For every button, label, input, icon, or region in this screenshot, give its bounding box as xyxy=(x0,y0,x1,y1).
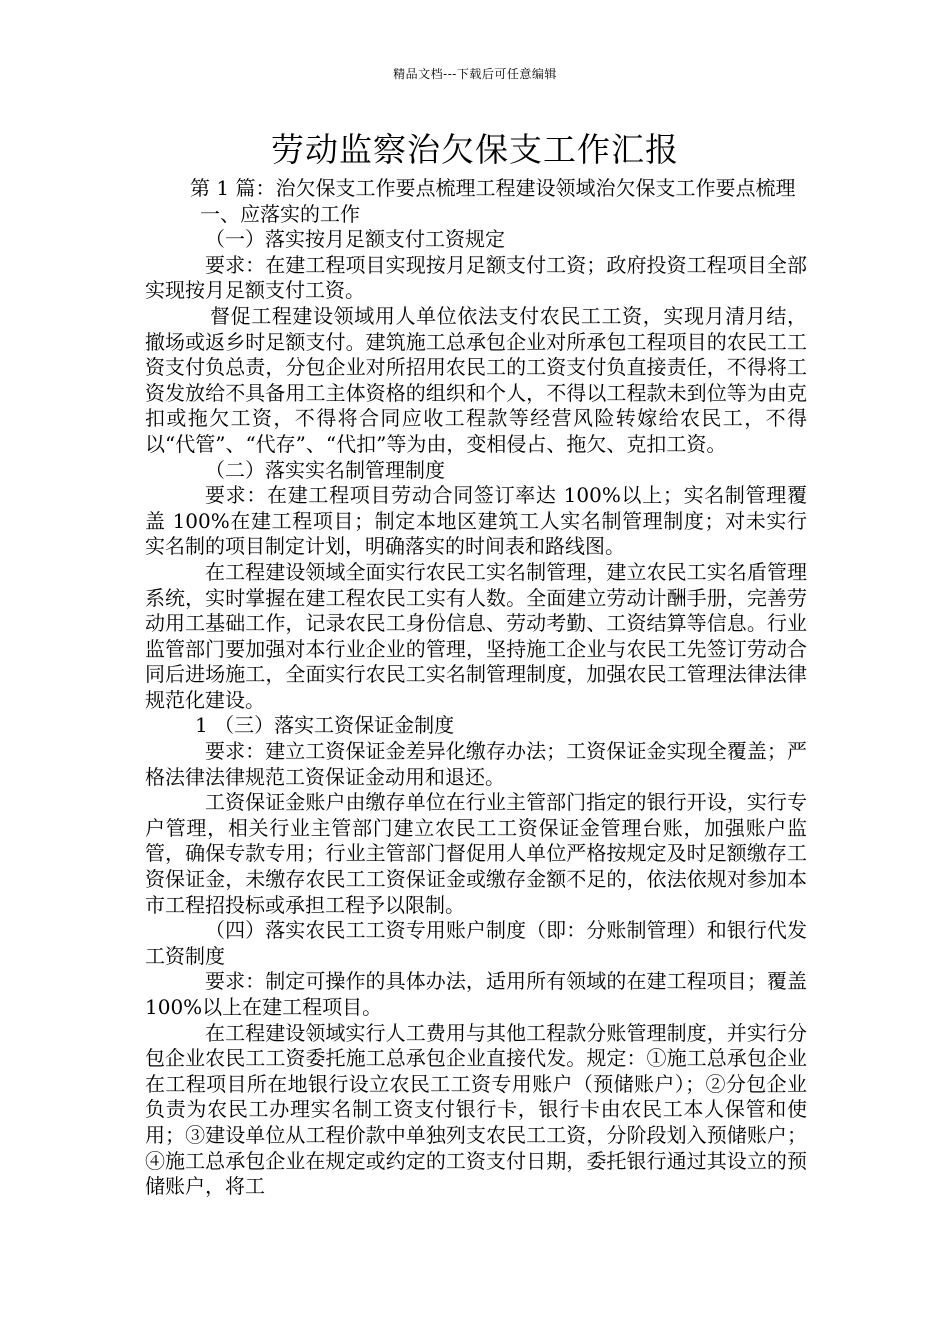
paragraph-body: 工资保证金账户由缴存单位在行业主管部门指定的银行开设，实行专户管理，相关行业主管部门建立农民工工资保证金管理台账，加强账户监管，确保专款专用；行业主管部门督促用人单位严格按规定及时足额缴存工资保证金，未缴存农民工工资保证金或缴存金额不足的，依法依规对参加本市工程招投标或承担工程予以限制。 xyxy=(145,790,807,917)
paragraph-subsection-heading: （二）落实实名制管理制度 xyxy=(205,457,445,482)
paragraph-requirement: 要求：制定可操作的具体办法，适用所有领域的在建工程项目；覆盖 100%以上在建工程项目。 xyxy=(145,969,807,1019)
paragraph-requirement: 要求：在建工程项目劳动合同签订率达 100%以上；实名制管理覆盖 100%在建工程项目；制定本地区建筑工人实名制管理制度；对未实行实名制的项目制定计划，明确落实的时间表和路线图。 xyxy=(145,483,807,559)
paragraph-body: 督促工程建设领域用人单位依法支付农民工工资，实现月清月结，撤场或返乡时足额支付。建筑施工总承包企业对所承包工程项目的农民工工资支付负总责，分包企业对所招用农民工的工资支付负直接责任，不得将工资发放给不具备用工主体资格的组织和个人，不得以工程款未到位等为由克扣或拖欠工资，不得将合同应收工程款等经营风险转嫁给农民工，不得以“代管”、“代存”、“代扣”等为由，变相侵占、拖欠、克扣工资。 xyxy=(145,303,807,456)
paragraph-article-heading: 第 1 篇：治欠保支工作要点梳理工程建设领域治欠保支工作要点梳理 xyxy=(190,176,796,200)
paragraph-subsection-heading: （一）落实按月足额支付工资规定 xyxy=(205,227,505,252)
paragraph-section-heading: 一、应落实的工作 xyxy=(200,201,360,226)
paragraph-requirement: 要求：建立工资保证金差异化缴存办法；工资保证金实现全覆盖；严格法律法律规范工资保证金动用和退还。 xyxy=(145,739,807,789)
header-note: 精品文档---下载后可任意编辑 xyxy=(393,67,557,81)
paragraph-body: 在工程建设领域全面实行农民工实名制管理，建立农民工实名盾管理系统，实时掌握在建工程农民工实有人数。全面建立劳动计酬手册，完善劳动用工基础工作，记录农民工身份信息、劳动考勤、工资结算等信息。行业监管部门要加强对本行业企业的管理，坚持施工企业与农民工先签订劳动合同后进场施工，全面实行农民工实名制管理制度，加强农民工管理法律法律规范化建设。 xyxy=(145,559,807,712)
paragraph-subsection-heading: （四）落实农民工工资专用账户制度（即：分账制管理）和银行代发工资制度 xyxy=(145,918,807,968)
paragraph-requirement: 要求：在建工程项目实现按月足额支付工资；政府投资工程项目全部实现按月足额支付工资。 xyxy=(145,252,807,303)
paragraph-subsection-heading: 1 （三）落实工资保证金制度 xyxy=(195,713,455,738)
document-body xyxy=(145,176,807,1200)
paragraph-body: 在工程建设领域实行人工费用与其他工程款分账管理制度，并实行分包企业农民工工资委托施工总承包企业直接代发。规定：①施工总承包企业在工程项目所在地银行设立农民工工资专用账户（预储账户）；②分包企业负责为农民工办理实名制工资支付银行卡，银行卡由农民工本人保管和使用；③建设单位从工程价款中单独列支农民工工资，分阶段划入预储账户；④施工总承包企业在规定或约定的工资支付日期，委托银行通过其设立的预储账户，将工 xyxy=(145,1020,807,1199)
document-title: 劳动监察治欠保支工作汇报 xyxy=(271,130,679,169)
